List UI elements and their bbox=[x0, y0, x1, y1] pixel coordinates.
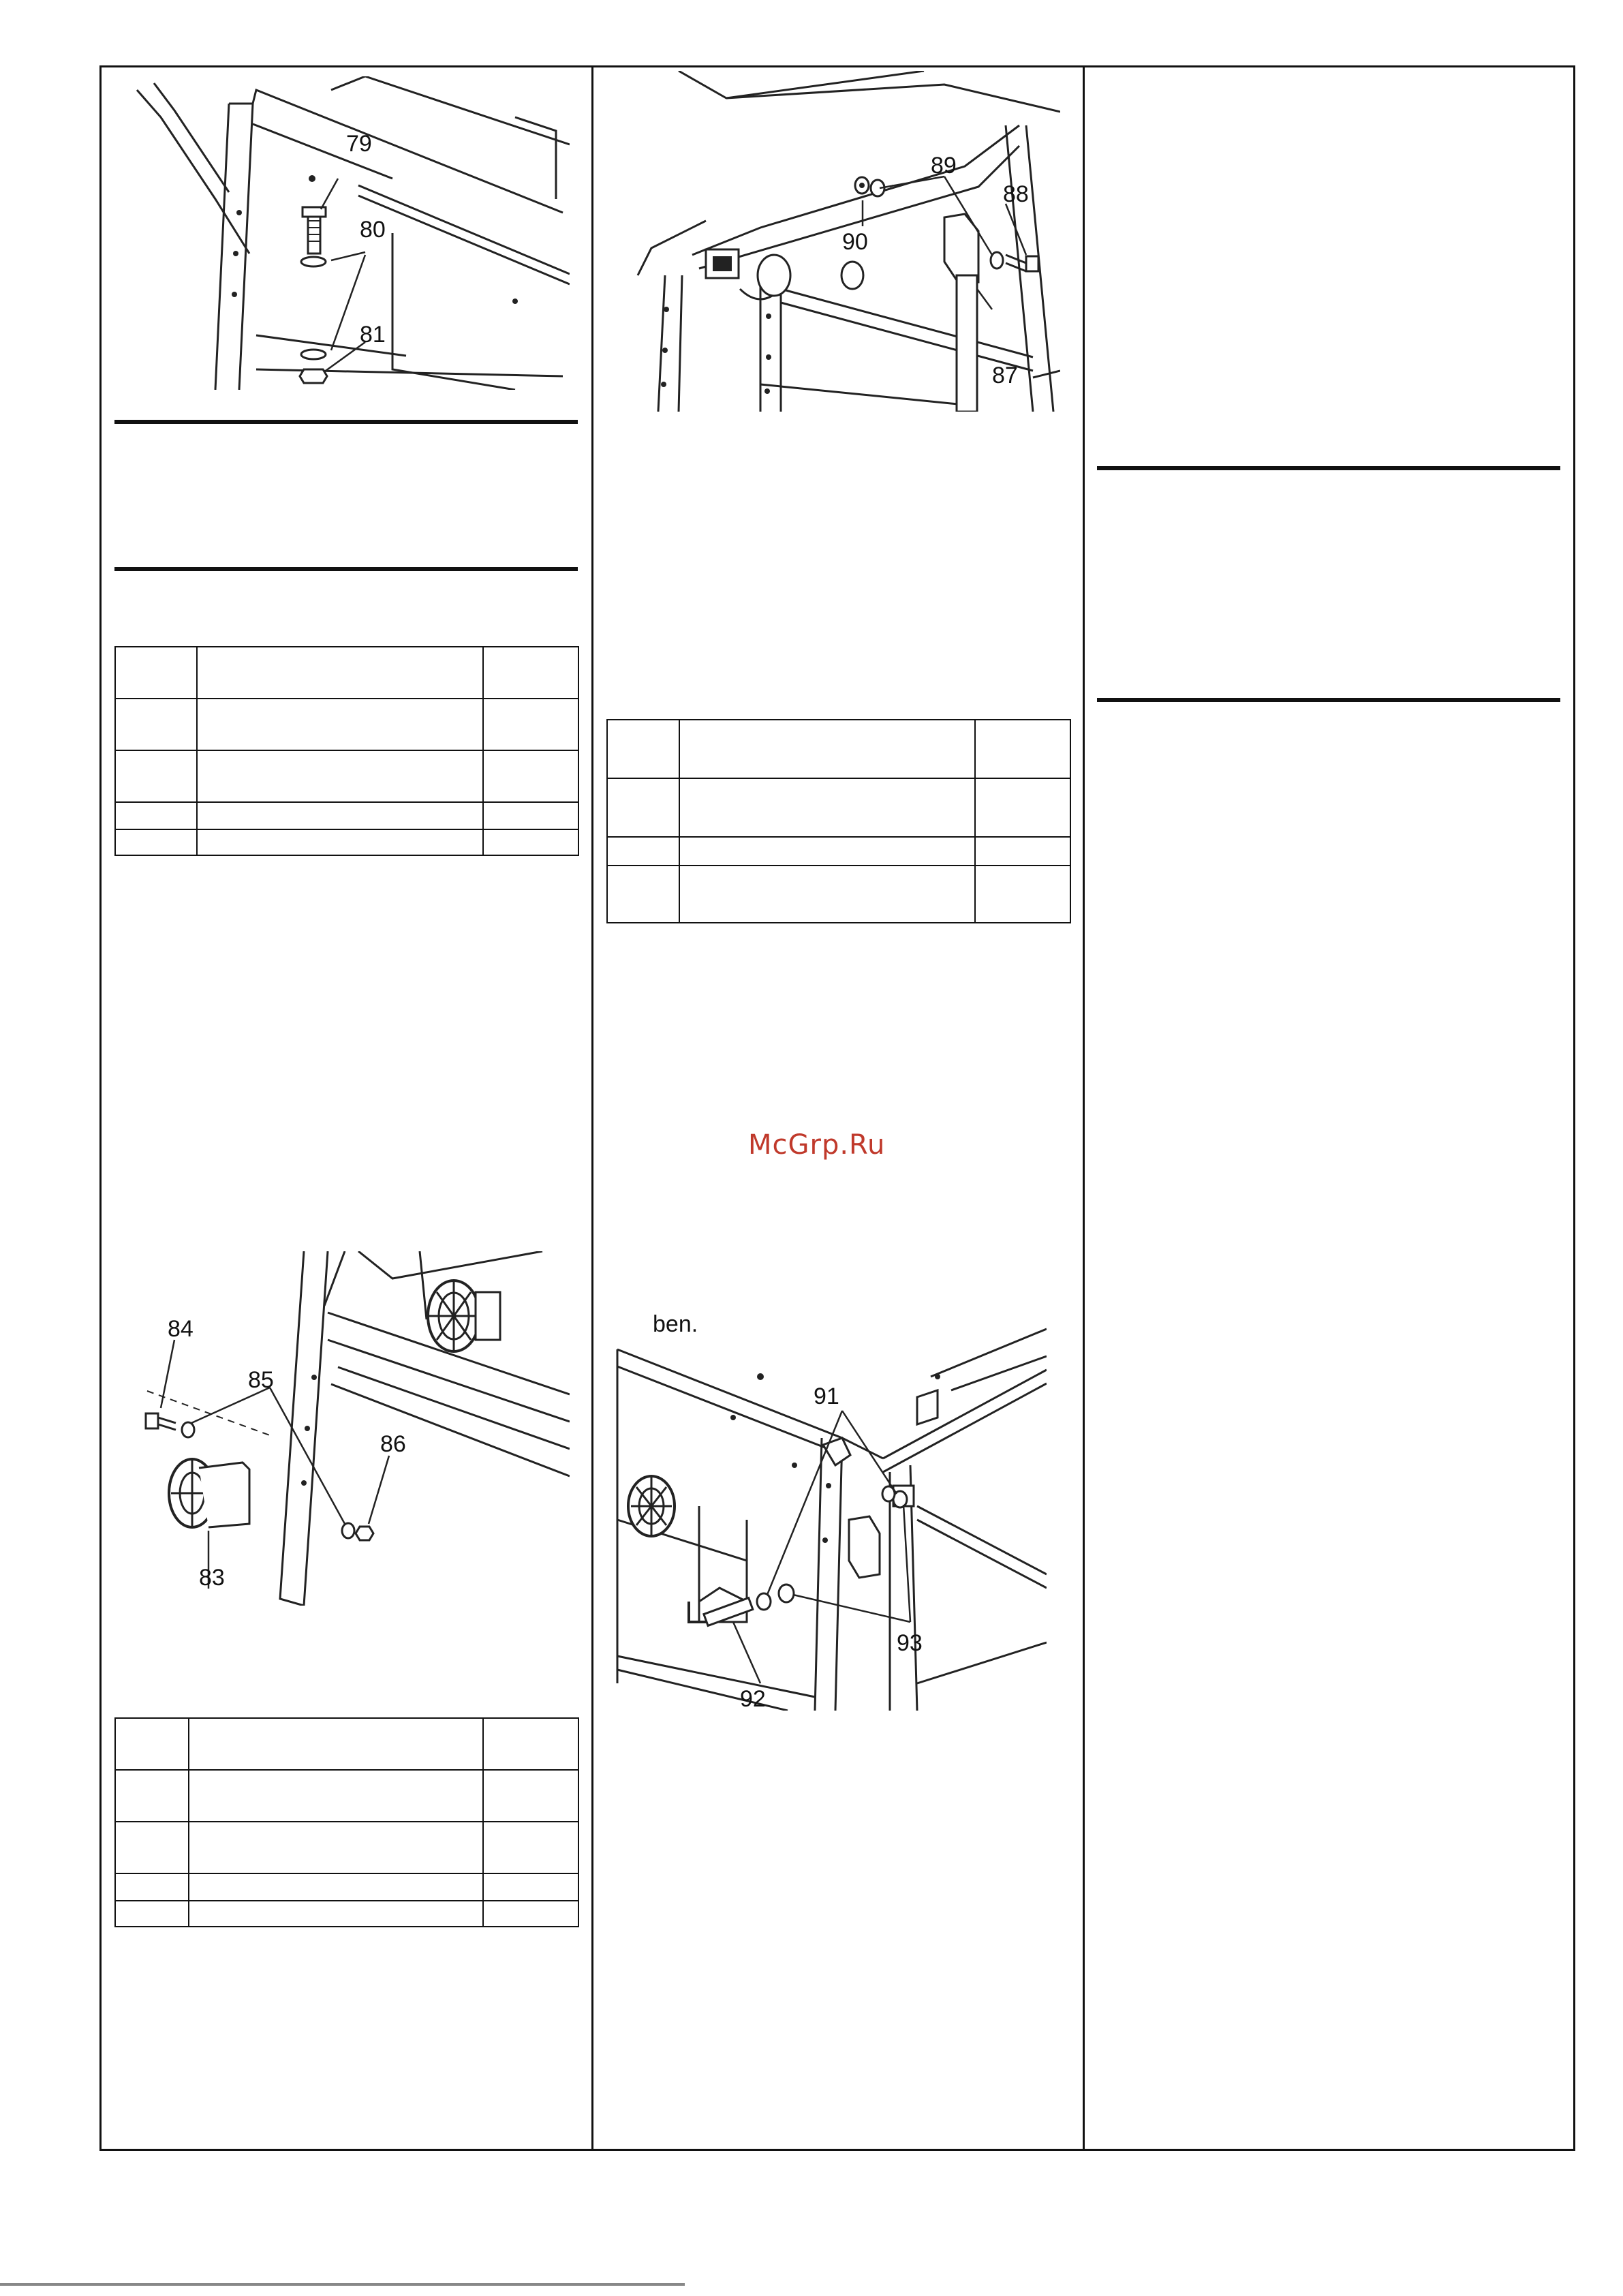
column-divider-2 bbox=[1083, 65, 1085, 2151]
callout-90: 90 bbox=[842, 229, 868, 255]
watermark: McGrp.Ru bbox=[748, 1129, 886, 1161]
parts-table bbox=[606, 719, 1071, 923]
callout-89: 89 bbox=[931, 153, 957, 179]
callout-81: 81 bbox=[360, 322, 386, 348]
parts-table bbox=[114, 1717, 579, 1927]
callout-87: 87 bbox=[992, 363, 1018, 388]
assembly-figure-87-90 bbox=[624, 71, 1060, 412]
callout-85: 85 bbox=[248, 1367, 274, 1393]
assembly-figure-91-93 bbox=[610, 1302, 1047, 1711]
callout-80: 80 bbox=[360, 217, 386, 243]
callout-93: 93 bbox=[897, 1630, 923, 1656]
figure-caption: ben. bbox=[653, 1311, 698, 1337]
callout-83: 83 bbox=[199, 1565, 225, 1591]
assembly-figure-83-86 bbox=[134, 1251, 570, 1606]
section-rule bbox=[1097, 698, 1560, 702]
column-divider-1 bbox=[591, 65, 593, 2151]
callout-91: 91 bbox=[814, 1383, 839, 1409]
callout-79: 79 bbox=[346, 131, 372, 157]
section-rule bbox=[114, 420, 578, 424]
callout-88: 88 bbox=[1003, 181, 1029, 207]
bottom-bar bbox=[0, 2283, 685, 2286]
callout-86: 86 bbox=[380, 1431, 406, 1457]
parts-table bbox=[114, 646, 579, 856]
section-rule bbox=[1097, 466, 1560, 470]
callout-92: 92 bbox=[740, 1686, 766, 1711]
assembly-figure-79-81 bbox=[134, 76, 570, 390]
callout-84: 84 bbox=[168, 1316, 194, 1342]
section-rule bbox=[114, 567, 578, 571]
